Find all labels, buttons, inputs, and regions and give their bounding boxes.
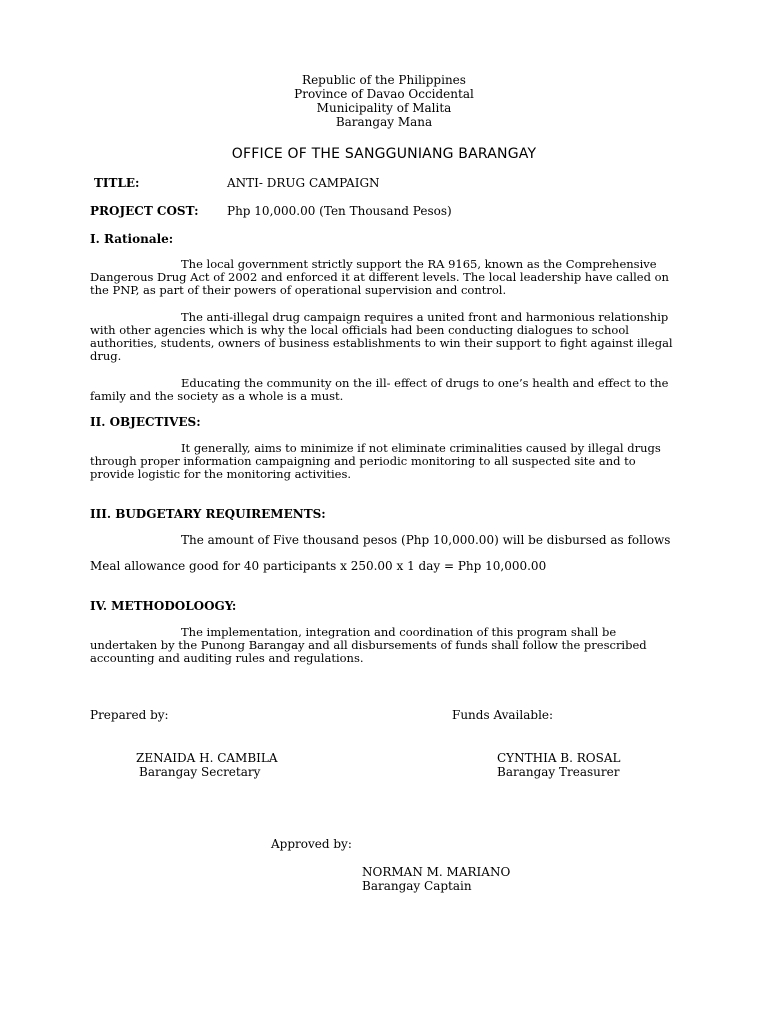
header-line-barangay: Barangay Mana xyxy=(335,115,433,129)
rationale-paragraph-1 xyxy=(90,258,675,297)
methodology-paragraph-text: The implementation, integration and coordination of this program shall be undertaken by the Punong Barangay and all disbursements of funds shall follow the prescribed accounting and auditing rules and regulations. xyxy=(90,625,647,665)
approved-by-name: NORMAN M. MARIANO xyxy=(362,865,511,879)
approved-by-title: Barangay Captain xyxy=(362,879,472,893)
approved-by-label: Approved by: xyxy=(271,837,352,851)
header-line-municipality: Municipality of Malita xyxy=(316,101,452,115)
rationale-heading: I. Rationale: xyxy=(90,232,174,246)
funds-available-title: Barangay Treasurer xyxy=(497,765,620,779)
rationale-paragraph-1-text: The local government strictly support the RA 9165, known as the Comprehensive Dangerous Drug Act of 2002 and enforced it at different levels. The local leadership have called on the PNP, as part of their powers of operational supervision and control. xyxy=(90,257,669,297)
objectives-paragraph xyxy=(90,442,675,481)
rationale-paragraph-2-text: The anti-illegal drug campaign requires a united front and harmonious relationship with other agencies which is why the local officials had been conducting dialogues to school authorities, students, owners of business establishments to win their support to fight against illegal drug. xyxy=(90,310,673,363)
methodology-heading: IV. METHODOLOOGY: xyxy=(90,599,237,613)
budget-heading: III. BUDGETARY REQUIREMENTS: xyxy=(90,507,326,521)
title-label: TITLE: xyxy=(94,176,140,190)
project-cost-value: Php 10,000.00 (Ten Thousand Pesos) xyxy=(227,204,452,218)
funds-available-name: CYNTHIA B. ROSAL xyxy=(497,751,621,765)
title-value: ANTI- DRUG CAMPAIGN xyxy=(227,176,380,190)
budget-amount-statement: The amount of Five thousand pesos (Php 10,000.00) will be disbursed as follows xyxy=(181,533,671,547)
budget-meal-allowance: Meal allowance good for 40 participants x 250.00 x 1 day = Php 10,000.00 xyxy=(90,559,547,573)
header-line-republic: Republic of the Philippines xyxy=(302,73,466,87)
rationale-paragraph-3-text: Educating the community on the ill- effect of drugs to one’s health and effect to the family and the society as a whole is a must. xyxy=(90,376,669,403)
project-cost-label: PROJECT COST: xyxy=(90,204,199,218)
header-line-province: Province of Davao Occidental xyxy=(294,87,474,101)
methodology-paragraph xyxy=(90,626,675,665)
prepared-by-name: ZENAIDA H. CAMBILA xyxy=(136,751,278,765)
prepared-by-title: Barangay Secretary xyxy=(139,765,261,779)
office-heading: OFFICE OF THE SANGGUNIANG BARANGAY xyxy=(231,146,537,162)
objectives-paragraph-text: It generally, aims to minimize if not eliminate criminalities caused by illegal drugs through proper information campaigning and periodic monitoring to all suspected site and to provide logistic for the monitoring activities. xyxy=(90,441,661,481)
rationale-paragraph-2 xyxy=(90,311,675,363)
prepared-by-label: Prepared by: xyxy=(90,708,169,722)
rationale-paragraph-3 xyxy=(90,377,675,403)
funds-available-label: Funds Available: xyxy=(452,708,554,722)
objectives-heading: II. OBJECTIVES: xyxy=(90,415,201,429)
